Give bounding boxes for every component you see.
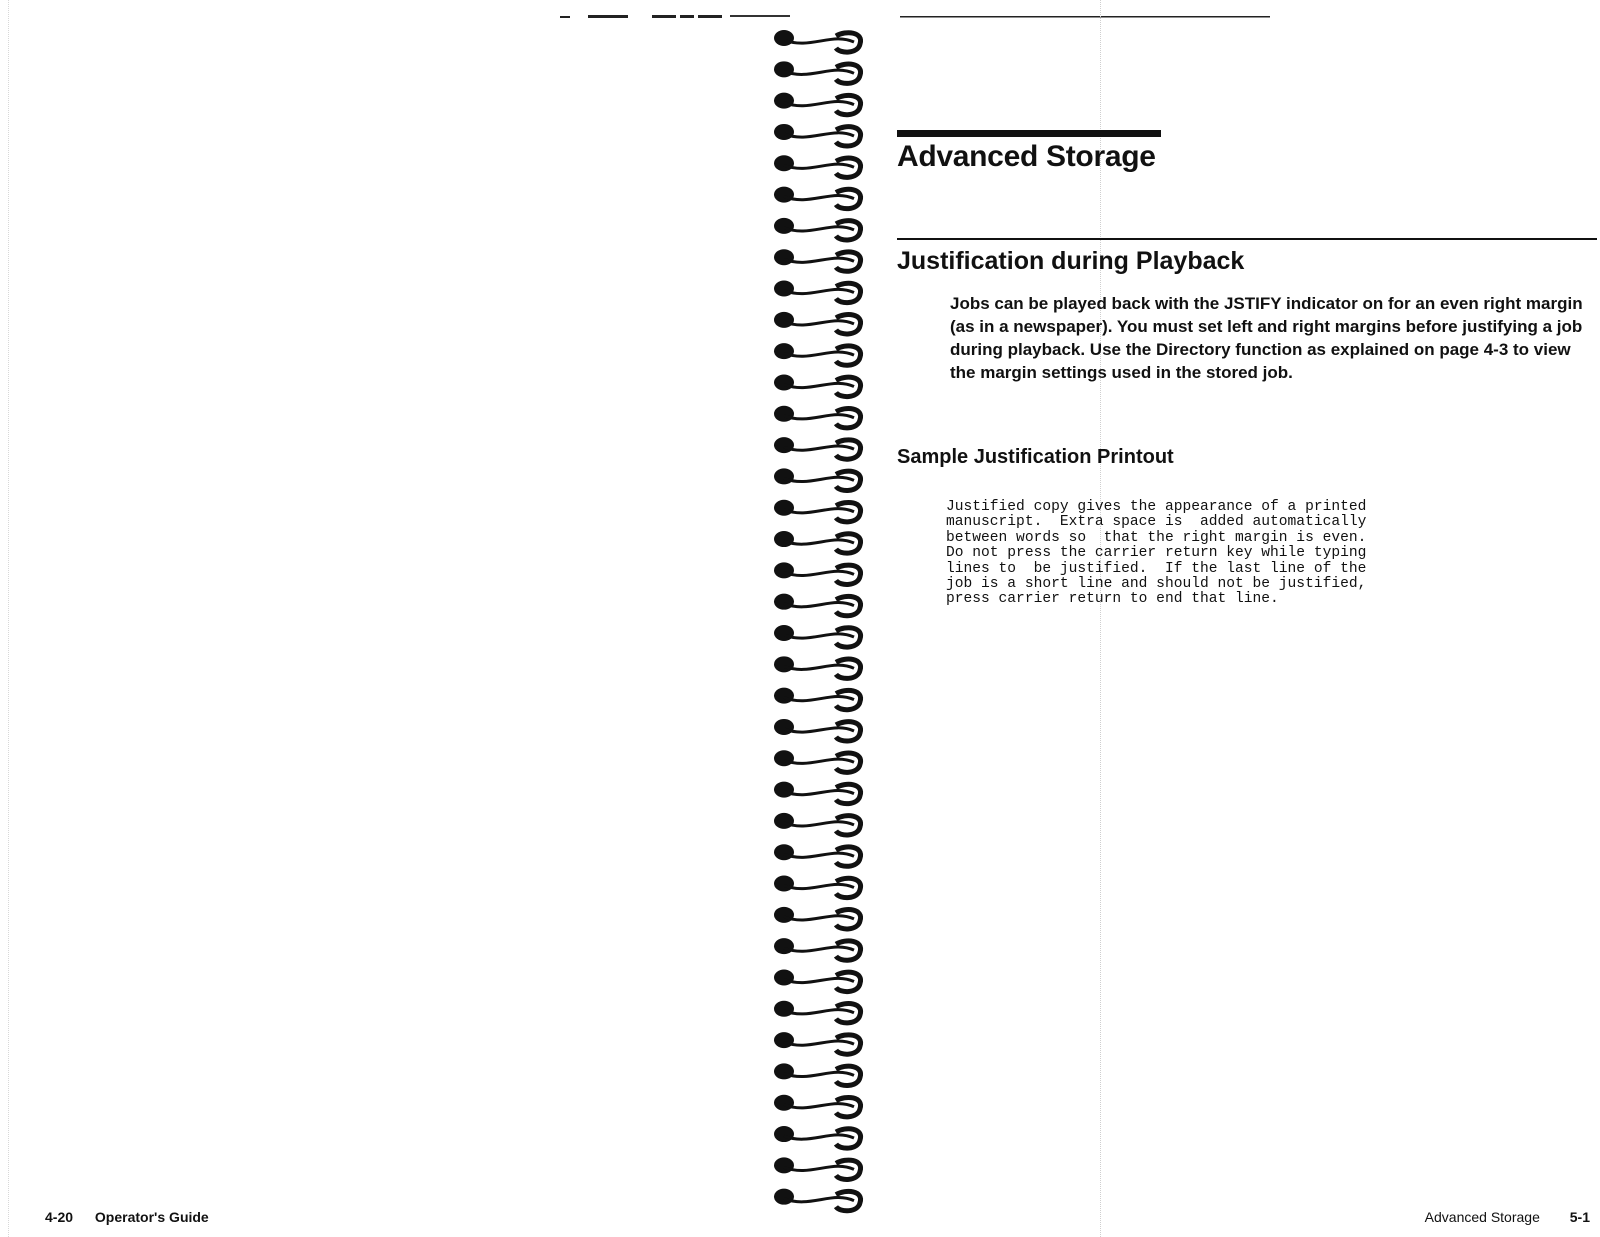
sample-printout: Justified copy gives the appearance of a printed manuscript. Extra space is added automatically between words so that the right margin is even. Do not press the carrier return key while typing lines to be justified. If the last line of the job is a short line and should not be justified, press carrier return to end that line. bbox=[946, 499, 1367, 608]
left-page bbox=[0, 0, 780, 1237]
body-paragraph: Jobs can be played back with the JSTIFY indicator on for an even right margin (as in a newspaper). You must set left and right margins before justifying a job during playback. Use the Directory function as explained on page 4-3 to view the margin settings used in the stored job. bbox=[950, 294, 1583, 382]
right-page bbox=[780, 0, 1600, 1237]
section-title: Justification during Playback bbox=[897, 247, 1245, 275]
chapter-title: Advanced Storage bbox=[897, 140, 1156, 173]
right-page-footer bbox=[1425, 1209, 1590, 1225]
right-page-number: 5-1 bbox=[1569, 1209, 1590, 1225]
right-page-footer-label: Advanced Storage bbox=[1424, 1209, 1540, 1225]
left-page-footer-label: Operator's Guide bbox=[94, 1209, 209, 1225]
chapter-rule bbox=[897, 130, 1161, 137]
left-page-footer bbox=[45, 1209, 209, 1225]
section-rule bbox=[897, 238, 1597, 240]
left-page-number: 4-20 bbox=[45, 1209, 74, 1225]
subsection-title: Sample Justification Printout bbox=[897, 446, 1174, 468]
